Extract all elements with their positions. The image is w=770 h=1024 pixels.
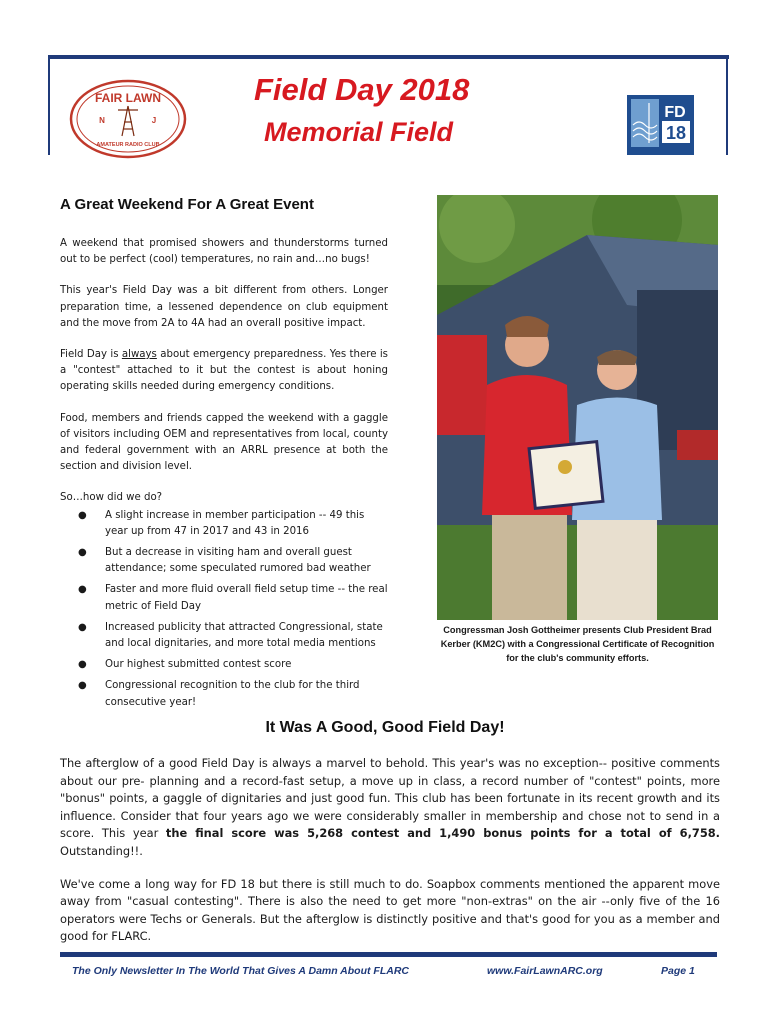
bullet-icon: ● — [78, 584, 87, 596]
text-run: Field Day is — [60, 349, 122, 361]
list-item-text: Our highest submitted contest score — [105, 659, 292, 671]
article2-body — [60, 755, 720, 961]
bullet-icon: ● — [78, 509, 87, 521]
article1-paragraph: Food, members and friends capped the weekend with a gaggle of visitors including OEM and representatives from local, county and federal government with an ARRL presence at both the section and division level. — [60, 412, 388, 473]
results-list — [60, 508, 388, 711]
text-run: The afterglow of a good Field Day is always a marvel to behold. This year's was no exception-- positive comments about our pre- planning and a record-fast setup, a move up in class, a record number of "contest" points, more "bonus" points, a gaggle of dignitaries and just good fun. This club has been fortunate in its recent growth and its influence. Consider that four years ago we were considerably smaller in membership and chose not to send in a score. This year — [60, 756, 720, 841]
list-item — [60, 620, 388, 652]
bullet-icon: ● — [78, 547, 87, 559]
club-logo — [68, 78, 188, 160]
bullet-icon: ● — [78, 659, 87, 671]
text-run: about emergency preparedness. Yes there is a "contest" attached to it but the contest is about honing operating skills needed during emergency conditions. — [60, 349, 388, 393]
list-item — [60, 678, 388, 710]
footer-tagline: The Only Newsletter In The World That Gives A Damn About FLARC — [72, 965, 409, 977]
article1-paragraph: So…how did we do? — [60, 492, 163, 504]
article2-paragraph: We've come a long way for FD 18 but there is still much to do. Soapbox comments mentioned the apparent move away from "casual contesting". There is also the need to get more "non-extras" on the air --only five of the 16 operators were Techs or Generals. But the afterglow is distinctly positive and that's good for you as a member and good for FLARC. — [60, 876, 720, 944]
fd-logo-text-top: FD — [664, 104, 686, 121]
list-item-text: Increased publicity that attracted Congressional, state and local dignitaries, and more total media mentions — [105, 621, 383, 650]
bullet-icon: ● — [78, 680, 87, 692]
article2-heading: It Was A Good, Good Field Day! — [265, 719, 505, 736]
header-frame-top-rule — [48, 55, 729, 59]
footer-page-number: Page 1 — [661, 965, 695, 977]
footer-website-link[interactable]: www.FairLawnARC.org — [487, 965, 603, 977]
list-item-text: But a decrease in visiting ham and overall guest attendance; some speculated rumored bad weather — [105, 547, 371, 575]
emphasis-text: always — [121, 349, 157, 361]
article1-paragraph: This year's Field Day was a bit different from others. Longer preparation time, a lessened dependence on club equipment and the move from 2A to 4A had an overall positive impact. — [60, 285, 388, 329]
footer-rule — [60, 952, 717, 957]
article2-paragraph — [60, 755, 720, 861]
article1-body — [60, 236, 388, 716]
article1-paragraph: A weekend that promised showers and thunderstorms turned out to be perfect (cool) temperatures, no rain and…no bugs! — [60, 238, 388, 266]
club-logo-text-top: FAIR LAWN — [95, 91, 161, 105]
fd18-logo — [627, 95, 694, 155]
list-item-text: A slight increase in member participation -- 49 this year up from 47 in 2017 and 43 in 2016 — [105, 509, 365, 537]
header-frame-left-rule — [48, 55, 50, 155]
award-photo — [437, 195, 718, 620]
final-score-text: the final score was 5,268 contest and 1,490 bonus points for a total of 6,758. — [165, 826, 720, 841]
fd-logo-text-bottom: 18 — [665, 123, 687, 143]
list-item — [60, 508, 388, 540]
article1-paragraph — [60, 347, 388, 396]
header-frame-right-rule — [726, 55, 728, 155]
list-item-text: Congressional recognition to the club for the third consecutive year! — [105, 680, 360, 708]
newsletter-subtitle: Memorial Field — [264, 117, 454, 147]
club-logo-text-bottom: AMATEUR RADIO CLUB — [96, 142, 160, 148]
article1-heading: A Great Weekend For A Great Event — [60, 196, 314, 213]
list-item — [60, 545, 388, 577]
list-item — [60, 657, 388, 673]
photo-caption: Congressman Josh Gottheimer presents Club President Brad Kerber (KM2C) with a Congressional Certificate of Recognition for the club's community efforts. — [440, 625, 715, 663]
club-logo-text-right: J — [151, 116, 157, 125]
list-item — [60, 582, 388, 614]
club-logo-text-left: N — [99, 116, 105, 125]
text-run: Outstanding!!. — [60, 843, 143, 858]
bullet-icon: ● — [78, 621, 87, 633]
newsletter-title: Field Day 2018 — [254, 72, 470, 107]
list-item-text: Faster and more fluid overall field setup time -- the real metric of Field Day — [105, 584, 388, 612]
